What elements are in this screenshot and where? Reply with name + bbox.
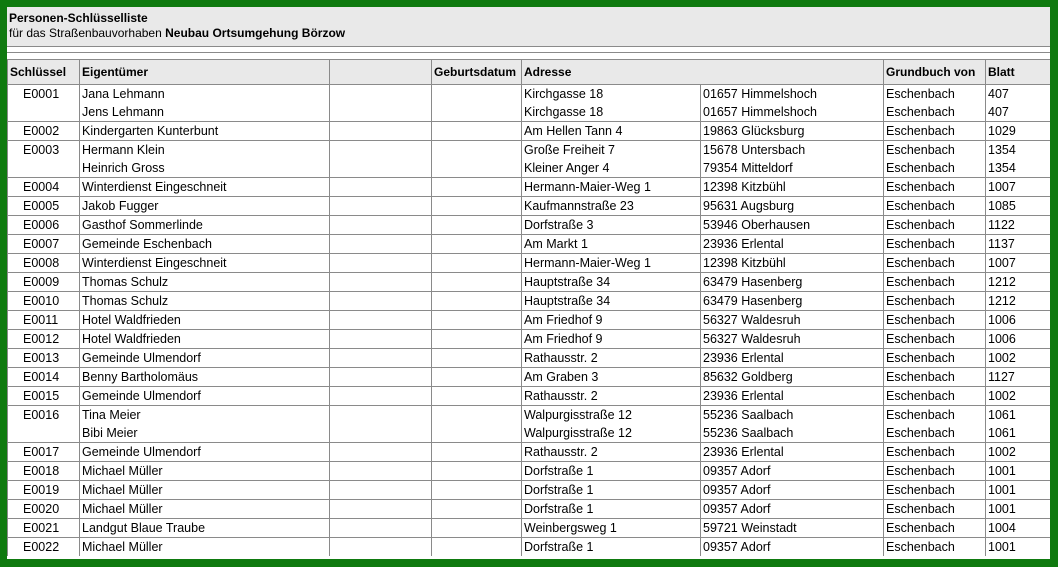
key-list-sheet <box>7 7 1050 559</box>
cell-extra[interactable] <box>330 481 432 500</box>
cell-sheet[interactable]: 1122 <box>986 216 1051 235</box>
cell-extra[interactable] <box>330 368 432 387</box>
cell-city[interactable]: 63479 Hasenberg <box>701 273 884 292</box>
cell-city[interactable]: 85632 Goldberg <box>701 368 884 387</box>
cell-owner[interactable]: Hotel Waldfrieden <box>80 330 330 349</box>
cell-register[interactable]: Eschenbach <box>884 122 986 141</box>
cell-extra[interactable] <box>330 538 432 557</box>
cell-city[interactable]: 59721 Weinstadt <box>701 519 884 538</box>
table-row[interactable] <box>8 368 1051 387</box>
cell-extra[interactable] <box>330 462 432 481</box>
cell-birthdate[interactable] <box>432 292 522 311</box>
cell-owner[interactable]: Hotel Waldfrieden <box>80 311 330 330</box>
cell-sheet[interactable]: 1137 <box>986 235 1051 254</box>
table-row[interactable] <box>8 349 1051 368</box>
cell-key[interactable]: E0001 <box>8 85 80 104</box>
cell-street[interactable]: Weinbergsweg 1 <box>522 519 701 538</box>
table-row[interactable] <box>8 178 1051 197</box>
cell-key[interactable]: E0017 <box>8 443 80 462</box>
cell-key[interactable]: E0019 <box>8 481 80 500</box>
cell-key[interactable] <box>8 103 80 122</box>
table-row[interactable] <box>8 122 1051 141</box>
cell-sheet[interactable]: 407 <box>986 103 1051 122</box>
table-row[interactable] <box>8 85 1051 104</box>
table-row[interactable] <box>8 443 1051 462</box>
cell-birthdate[interactable] <box>432 406 522 425</box>
cell-street[interactable]: Hermann-Maier-Weg 1 <box>522 254 701 273</box>
cell-register[interactable]: Eschenbach <box>884 481 986 500</box>
col-header-key[interactable]: Schlüssel <box>8 60 80 85</box>
cell-sheet[interactable]: 1002 <box>986 349 1051 368</box>
cell-sheet[interactable]: 1212 <box>986 292 1051 311</box>
cell-birthdate[interactable] <box>432 311 522 330</box>
cell-extra[interactable] <box>330 292 432 311</box>
cell-key[interactable]: E0013 <box>8 349 80 368</box>
cell-extra[interactable] <box>330 85 432 104</box>
cell-city[interactable]: 23936 Erlental <box>701 235 884 254</box>
cell-owner[interactable]: Gemeinde Ulmendorf <box>80 443 330 462</box>
cell-owner[interactable]: Heinrich Gross <box>80 159 330 178</box>
cell-owner[interactable]: Michael Müller <box>80 481 330 500</box>
cell-street[interactable]: Rathausstr. 2 <box>522 443 701 462</box>
table-header-row <box>8 60 1051 85</box>
cell-birthdate[interactable] <box>432 197 522 216</box>
cell-register[interactable]: Eschenbach <box>884 216 986 235</box>
cell-street[interactable]: Walpurgisstraße 12 <box>522 424 701 443</box>
cell-sheet[interactable]: 1007 <box>986 254 1051 273</box>
cell-key[interactable]: E0020 <box>8 500 80 519</box>
cell-key[interactable]: E0010 <box>8 292 80 311</box>
cell-city[interactable]: 53946 Oberhausen <box>701 216 884 235</box>
cell-sheet[interactable]: 1127 <box>986 368 1051 387</box>
cell-city[interactable]: 23936 Erlental <box>701 349 884 368</box>
cell-street[interactable]: Dorfstraße 1 <box>522 481 701 500</box>
cell-city[interactable]: 01657 Himmelshoch <box>701 103 884 122</box>
cell-street[interactable]: Hauptstraße 34 <box>522 273 701 292</box>
table-row[interactable] <box>8 406 1051 425</box>
cell-register[interactable]: Eschenbach <box>884 462 986 481</box>
cell-register[interactable]: Eschenbach <box>884 443 986 462</box>
cell-extra[interactable] <box>330 273 432 292</box>
cell-key[interactable]: E0009 <box>8 273 80 292</box>
table-row[interactable] <box>8 424 1051 443</box>
cell-owner[interactable]: Thomas Schulz <box>80 273 330 292</box>
cell-city[interactable]: 12398 Kitzbühl <box>701 254 884 273</box>
cell-sheet[interactable]: 1002 <box>986 387 1051 406</box>
cell-city[interactable]: 79354 Mitteldorf <box>701 159 884 178</box>
cell-extra[interactable] <box>330 197 432 216</box>
cell-city[interactable]: 56327 Waldesruh <box>701 330 884 349</box>
cell-register[interactable]: Eschenbach <box>884 368 986 387</box>
table-row[interactable] <box>8 235 1051 254</box>
cell-owner[interactable]: Gemeinde Ulmendorf <box>80 349 330 368</box>
cell-street[interactable]: Dorfstraße 1 <box>522 538 701 557</box>
cell-register[interactable]: Eschenbach <box>884 292 986 311</box>
key-table <box>7 59 1050 556</box>
table-row[interactable] <box>8 311 1051 330</box>
cell-birthdate[interactable] <box>432 349 522 368</box>
cell-key[interactable]: E0021 <box>8 519 80 538</box>
cell-birthdate[interactable] <box>432 500 522 519</box>
cell-city[interactable]: 63479 Hasenberg <box>701 292 884 311</box>
cell-owner[interactable]: Tina Meier <box>80 406 330 425</box>
cell-street[interactable]: Rathausstr. 2 <box>522 387 701 406</box>
cell-street[interactable]: Am Friedhof 9 <box>522 330 701 349</box>
cell-city[interactable]: 95631 Augsburg <box>701 197 884 216</box>
col-header-sheet[interactable]: Blatt <box>986 60 1051 85</box>
cell-owner[interactable]: Kindergarten Kunterbunt <box>80 122 330 141</box>
col-header-owner[interactable]: Eigentümer <box>80 60 330 85</box>
subtitle-prefix: für das Straßenbauvorhaben <box>9 26 166 40</box>
cell-street[interactable]: Dorfstraße 3 <box>522 216 701 235</box>
table-row[interactable] <box>8 538 1051 557</box>
cell-street[interactable]: Große Freiheit 7 <box>522 141 701 160</box>
cell-city[interactable]: 09357 Adorf <box>701 481 884 500</box>
cell-sheet[interactable]: 407 <box>986 85 1051 104</box>
cell-city[interactable]: 23936 Erlental <box>701 387 884 406</box>
cell-birthdate[interactable] <box>432 424 522 443</box>
cell-key[interactable]: E0015 <box>8 387 80 406</box>
cell-birthdate[interactable] <box>432 273 522 292</box>
title-band <box>7 7 1050 47</box>
cell-key[interactable] <box>8 424 80 443</box>
cell-birthdate[interactable] <box>432 141 522 160</box>
cell-key[interactable]: E0002 <box>8 122 80 141</box>
cell-extra[interactable] <box>330 159 432 178</box>
cell-owner[interactable]: Jana Lehmann <box>80 85 330 104</box>
cell-birthdate[interactable] <box>432 538 522 557</box>
cell-city[interactable]: 12398 Kitzbühl <box>701 178 884 197</box>
cell-street[interactable]: Am Friedhof 9 <box>522 311 701 330</box>
cell-register[interactable]: Eschenbach <box>884 141 986 160</box>
cell-birthdate[interactable] <box>432 178 522 197</box>
cell-street[interactable]: Kleiner Anger 4 <box>522 159 701 178</box>
cell-owner[interactable]: Winterdienst Eingeschneit <box>80 254 330 273</box>
cell-key[interactable]: E0008 <box>8 254 80 273</box>
cell-birthdate[interactable] <box>432 122 522 141</box>
cell-register[interactable]: Eschenbach <box>884 311 986 330</box>
cell-city[interactable]: 09357 Adorf <box>701 538 884 557</box>
cell-register[interactable]: Eschenbach <box>884 406 986 425</box>
cell-street[interactable]: Hermann-Maier-Weg 1 <box>522 178 701 197</box>
col-header-extra[interactable] <box>330 60 432 85</box>
table-row[interactable] <box>8 500 1051 519</box>
cell-extra[interactable] <box>330 254 432 273</box>
cell-owner[interactable]: Thomas Schulz <box>80 292 330 311</box>
cell-street[interactable]: Kaufmannstraße 23 <box>522 197 701 216</box>
cell-sheet[interactable]: 1002 <box>986 443 1051 462</box>
cell-city[interactable]: 09357 Adorf <box>701 500 884 519</box>
cell-owner[interactable]: Winterdienst Eingeschneit <box>80 178 330 197</box>
cell-birthdate[interactable] <box>432 85 522 104</box>
cell-city[interactable]: 56327 Waldesruh <box>701 311 884 330</box>
cell-extra[interactable] <box>330 387 432 406</box>
cell-register[interactable]: Eschenbach <box>884 159 986 178</box>
cell-key[interactable]: E0003 <box>8 141 80 160</box>
cell-extra[interactable] <box>330 349 432 368</box>
cell-register[interactable]: Eschenbach <box>884 178 986 197</box>
cell-extra[interactable] <box>330 330 432 349</box>
cell-birthdate[interactable] <box>432 387 522 406</box>
cell-street[interactable]: Kirchgasse 18 <box>522 103 701 122</box>
cell-key[interactable]: E0016 <box>8 406 80 425</box>
cell-owner[interactable]: Hermann Klein <box>80 141 330 160</box>
col-header-address[interactable]: Adresse <box>522 60 701 85</box>
cell-birthdate[interactable] <box>432 103 522 122</box>
divider <box>7 52 1050 53</box>
cell-extra[interactable] <box>330 103 432 122</box>
cell-sheet[interactable]: 1354 <box>986 159 1051 178</box>
cell-register[interactable]: Eschenbach <box>884 424 986 443</box>
cell-extra[interactable] <box>330 216 432 235</box>
cell-owner[interactable]: Landgut Blaue Traube <box>80 519 330 538</box>
cell-sheet[interactable]: 1001 <box>986 462 1051 481</box>
cell-street[interactable]: Am Markt 1 <box>522 235 701 254</box>
cell-street[interactable]: Am Graben 3 <box>522 368 701 387</box>
cell-extra[interactable] <box>330 406 432 425</box>
cell-sheet[interactable]: 1004 <box>986 519 1051 538</box>
cell-city[interactable]: 55236 Saalbach <box>701 406 884 425</box>
cell-key[interactable]: E0018 <box>8 462 80 481</box>
cell-sheet[interactable]: 1001 <box>986 538 1051 557</box>
cell-city[interactable]: 01657 Himmelshoch <box>701 85 884 104</box>
cell-register[interactable]: Eschenbach <box>884 500 986 519</box>
cell-extra[interactable] <box>330 122 432 141</box>
table-row[interactable] <box>8 519 1051 538</box>
cell-owner[interactable]: Michael Müller <box>80 462 330 481</box>
cell-street[interactable]: Dorfstraße 1 <box>522 462 701 481</box>
page-title: Personen-Schlüsselliste <box>9 11 148 25</box>
cell-sheet[interactable]: 1212 <box>986 273 1051 292</box>
cell-sheet[interactable]: 1006 <box>986 330 1051 349</box>
cell-register[interactable]: Eschenbach <box>884 387 986 406</box>
cell-register[interactable]: Eschenbach <box>884 85 986 104</box>
cell-city[interactable]: 19863 Glücksburg <box>701 122 884 141</box>
cell-extra[interactable] <box>330 443 432 462</box>
table-row[interactable] <box>8 197 1051 216</box>
cell-owner[interactable]: Gasthof Sommerlinde <box>80 216 330 235</box>
cell-register[interactable]: Eschenbach <box>884 519 986 538</box>
col-header-register[interactable]: Grundbuch von <box>884 60 986 85</box>
cell-key[interactable]: E0014 <box>8 368 80 387</box>
cell-birthdate[interactable] <box>432 368 522 387</box>
cell-owner[interactable]: Jens Lehmann <box>80 103 330 122</box>
table-row[interactable] <box>8 481 1051 500</box>
cell-owner[interactable]: Michael Müller <box>80 500 330 519</box>
cell-street[interactable]: Am Hellen Tann 4 <box>522 122 701 141</box>
cell-owner[interactable]: Benny Bartholomäus <box>80 368 330 387</box>
cell-owner[interactable]: Gemeinde Eschenbach <box>80 235 330 254</box>
table-row[interactable] <box>8 103 1051 122</box>
table-row[interactable] <box>8 254 1051 273</box>
cell-sheet[interactable]: 1007 <box>986 178 1051 197</box>
cell-birthdate[interactable] <box>432 254 522 273</box>
cell-extra[interactable] <box>330 519 432 538</box>
cell-key[interactable] <box>8 159 80 178</box>
cell-key[interactable]: E0005 <box>8 197 80 216</box>
cell-register[interactable]: Eschenbach <box>884 538 986 557</box>
table-row[interactable] <box>8 141 1051 160</box>
cell-owner[interactable]: Michael Müller <box>80 538 330 557</box>
cell-city[interactable]: 09357 Adorf <box>701 462 884 481</box>
cell-birthdate[interactable] <box>432 330 522 349</box>
cell-street[interactable]: Kirchgasse 18 <box>522 85 701 104</box>
cell-sheet[interactable]: 1085 <box>986 197 1051 216</box>
cell-key[interactable]: E0007 <box>8 235 80 254</box>
cell-street[interactable]: Dorfstraße 1 <box>522 500 701 519</box>
cell-extra[interactable] <box>330 141 432 160</box>
cell-sheet[interactable]: 1001 <box>986 481 1051 500</box>
cell-extra[interactable] <box>330 235 432 254</box>
cell-key[interactable]: E0022 <box>8 538 80 557</box>
table-row[interactable] <box>8 292 1051 311</box>
col-header-birthdate[interactable]: Geburtsdatum <box>432 60 522 85</box>
cell-sheet[interactable]: 1006 <box>986 311 1051 330</box>
table-row[interactable] <box>8 330 1051 349</box>
project-name: Neubau Ortsumgehung Börzow <box>165 26 346 40</box>
cell-city[interactable]: 23936 Erlental <box>701 443 884 462</box>
cell-owner[interactable]: Gemeinde Ulmendorf <box>80 387 330 406</box>
cell-street[interactable]: Walpurgisstraße 12 <box>522 406 701 425</box>
cell-extra[interactable] <box>330 178 432 197</box>
table-row[interactable] <box>8 462 1051 481</box>
page-subtitle <box>9 26 345 40</box>
cell-sheet[interactable]: 1061 <box>986 424 1051 443</box>
table-body <box>8 85 1051 557</box>
cell-extra[interactable] <box>330 500 432 519</box>
cell-key[interactable]: E0011 <box>8 311 80 330</box>
cell-street[interactable]: Rathausstr. 2 <box>522 349 701 368</box>
cell-sheet[interactable]: 1354 <box>986 141 1051 160</box>
cell-city[interactable]: 55236 Saalbach <box>701 424 884 443</box>
cell-birthdate[interactable] <box>432 443 522 462</box>
cell-key[interactable]: E0004 <box>8 178 80 197</box>
cell-key[interactable]: E0012 <box>8 330 80 349</box>
table-row[interactable] <box>8 273 1051 292</box>
cell-sheet[interactable]: 1001 <box>986 500 1051 519</box>
cell-register[interactable]: Eschenbach <box>884 273 986 292</box>
cell-register[interactable]: Eschenbach <box>884 103 986 122</box>
cell-register[interactable]: Eschenbach <box>884 254 986 273</box>
cell-birthdate[interactable] <box>432 235 522 254</box>
cell-register[interactable]: Eschenbach <box>884 197 986 216</box>
cell-register[interactable]: Eschenbach <box>884 349 986 368</box>
cell-birthdate[interactable] <box>432 519 522 538</box>
col-header-city[interactable] <box>701 60 884 85</box>
cell-birthdate[interactable] <box>432 216 522 235</box>
table-row[interactable] <box>8 387 1051 406</box>
cell-register[interactable]: Eschenbach <box>884 330 986 349</box>
cell-birthdate[interactable] <box>432 481 522 500</box>
cell-extra[interactable] <box>330 424 432 443</box>
cell-birthdate[interactable] <box>432 159 522 178</box>
cell-sheet[interactable]: 1029 <box>986 122 1051 141</box>
table-row[interactable] <box>8 159 1051 178</box>
cell-extra[interactable] <box>330 311 432 330</box>
cell-key[interactable]: E0006 <box>8 216 80 235</box>
cell-register[interactable]: Eschenbach <box>884 235 986 254</box>
cell-owner[interactable]: Bibi Meier <box>80 424 330 443</box>
table-row[interactable] <box>8 216 1051 235</box>
cell-city[interactable]: 15678 Untersbach <box>701 141 884 160</box>
cell-birthdate[interactable] <box>432 462 522 481</box>
cell-street[interactable]: Hauptstraße 34 <box>522 292 701 311</box>
cell-owner[interactable]: Jakob Fugger <box>80 197 330 216</box>
cell-sheet[interactable]: 1061 <box>986 406 1051 425</box>
